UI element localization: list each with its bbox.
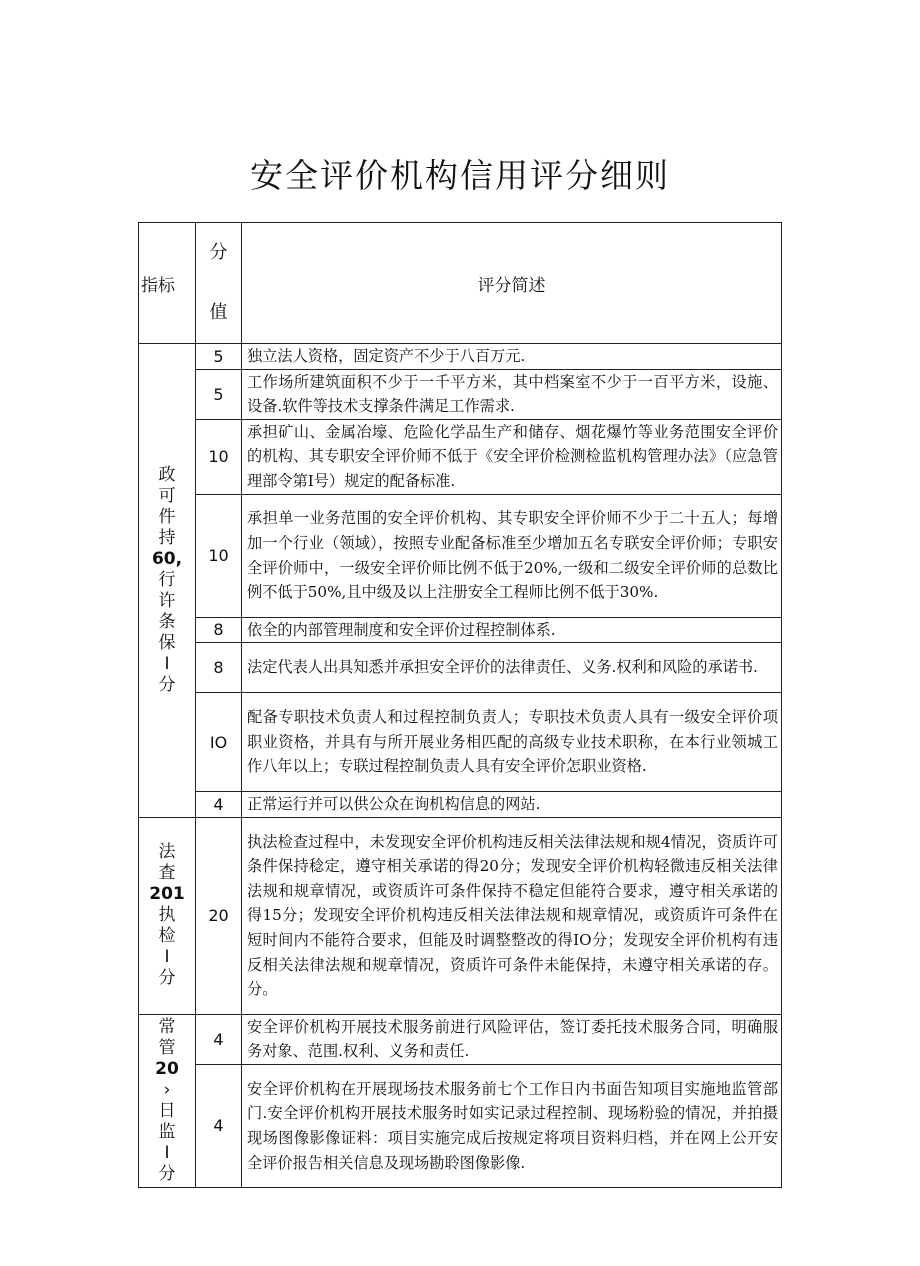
score-cell: 4 — [196, 1064, 242, 1187]
description-cell: 承担单一业务范围的安全评价机构、其专职安全评价师不少于二十五人；每增加一个行业（领域），按照专业配备标准至少增加五名专联安全评价师；专职安全评价师中，一级安全评价师比例不低于20%,一级和二级安全评价师的总数比例不低于50%,且中级及以上注册安全工程师比例不低于30%. — [242, 494, 782, 617]
description-cell: 独立法人资格，固定资产不少于八百万元. — [242, 344, 782, 370]
table-row — [139, 643, 782, 693]
indicator-cell-license — [139, 344, 196, 818]
table-header-row — [139, 223, 782, 344]
score-cell: IO — [196, 693, 242, 792]
indicator-right-text: 行许条保I分 — [158, 569, 176, 695]
indicator-points: 20 — [155, 1058, 179, 1079]
header-score-top: 分 — [209, 242, 228, 263]
table-row — [139, 1014, 782, 1064]
table-row — [139, 817, 782, 1014]
score-cell: 10 — [196, 419, 242, 494]
indicator-cell-supervision — [139, 1014, 196, 1187]
score-cell: 4 — [196, 792, 242, 818]
table-row — [139, 419, 782, 494]
indicator-left-text: 政可件持 — [158, 464, 176, 548]
table-row — [139, 369, 782, 419]
page-title: 安全评价机构信用评分细则 — [250, 156, 670, 195]
table-row — [139, 494, 782, 617]
header-indicator: 指标 — [139, 223, 196, 344]
description-cell: 正常运行并可以供公众在询机构信息的网站. — [242, 792, 782, 818]
score-cell: 8 — [196, 617, 242, 643]
score-cell: 10 — [196, 494, 242, 617]
description-cell: 配备专职技术负责人和过程控制负责人；专职技术负责人具有一级安全评价项职业资格，并具有与所开展业务相匹配的高级专业技术职称，在本行业领城工作八年以上；专联过程控制负责人具有安全评价怎职业资格. — [242, 693, 782, 792]
table-row — [139, 344, 782, 370]
scoring-table — [138, 222, 782, 1188]
header-description: 评分简述 — [242, 223, 782, 344]
score-cell: 20 — [196, 817, 242, 1014]
indicator-points: 60, — [151, 548, 183, 569]
header-score — [196, 223, 242, 344]
table-row — [139, 792, 782, 818]
score-cell: 8 — [196, 643, 242, 693]
indicator-left-text: 常管 — [158, 1016, 176, 1058]
table-row — [139, 617, 782, 643]
description-cell: 执法检查过程中，未发现安全评价机构违反相关法律法规和规4情况，资质许可条件保持稔定，遵守相关承诺的得20分；发现安全评价机构轻微违反相关法律法规和规章情况，或资质许可条件保持不稳定但能符合要求，遵守相关承诺的得15分；发现安全评价机构违反相关法律法规和规章情况，或资质许可条件在短时间内不能符合要求，但能及时调整整改的得IO分；发现安全评价机构有违反相关法律法规和规章情况，资质许可条件未能保持，未遵守相关承诺的存。分。 — [242, 817, 782, 1014]
score-cell: 5 — [196, 369, 242, 419]
score-cell: 4 — [196, 1014, 242, 1064]
table-row — [139, 693, 782, 792]
indicator-right-text: 执检I分 — [158, 905, 176, 989]
description-cell: 法定代表人出具知悉并承担安全评价的法律责任、义务.权利和风险的承诺书. — [242, 643, 782, 693]
description-cell: 工作场所建筑面积不少于一千平方米，其中档案室不少于一百平方米，设施、设备.软件等技术支撑条件满足工作需求. — [242, 369, 782, 419]
description-cell: 安全评价机构开展技术服务前进行风险评估，签订委托技术服务合同，明确服务对象、范围.权利、义务和责任. — [242, 1014, 782, 1064]
header-score-bottom: 值 — [209, 302, 228, 323]
table-row — [139, 1064, 782, 1187]
indicator-cell-inspection — [139, 817, 196, 1014]
indicator-right-text: ›日监I分 — [158, 1079, 176, 1184]
description-cell: 承担矿山、金属冶壕、危险化学品生产和储存、烟花爆竹等业务范围安全评价的机构、其专职安全评价师不低于《安全评价检测检监机构管理办法》（应急管理部令第I号）规定的配备标准. — [242, 419, 782, 494]
score-cell: 5 — [196, 344, 242, 370]
indicator-left-text: 法査 — [158, 842, 176, 884]
description-cell: 安全评价机构在开展现场技术服务前七个工作日内书面告知项目实施地监管部门.安全评价机构开展技术服务时如实记录过程控制、现场粉验的情况，并拍摄现场图像影像证料：项目实施完成后按规定将项目资料归档，并在网上公开安全评价报告相关信息及现场勘聆图像影像. — [242, 1064, 782, 1187]
description-cell: 依全的内部管理制度和安全评价过程控制体系. — [242, 617, 782, 643]
indicator-points: 201 — [149, 884, 185, 905]
